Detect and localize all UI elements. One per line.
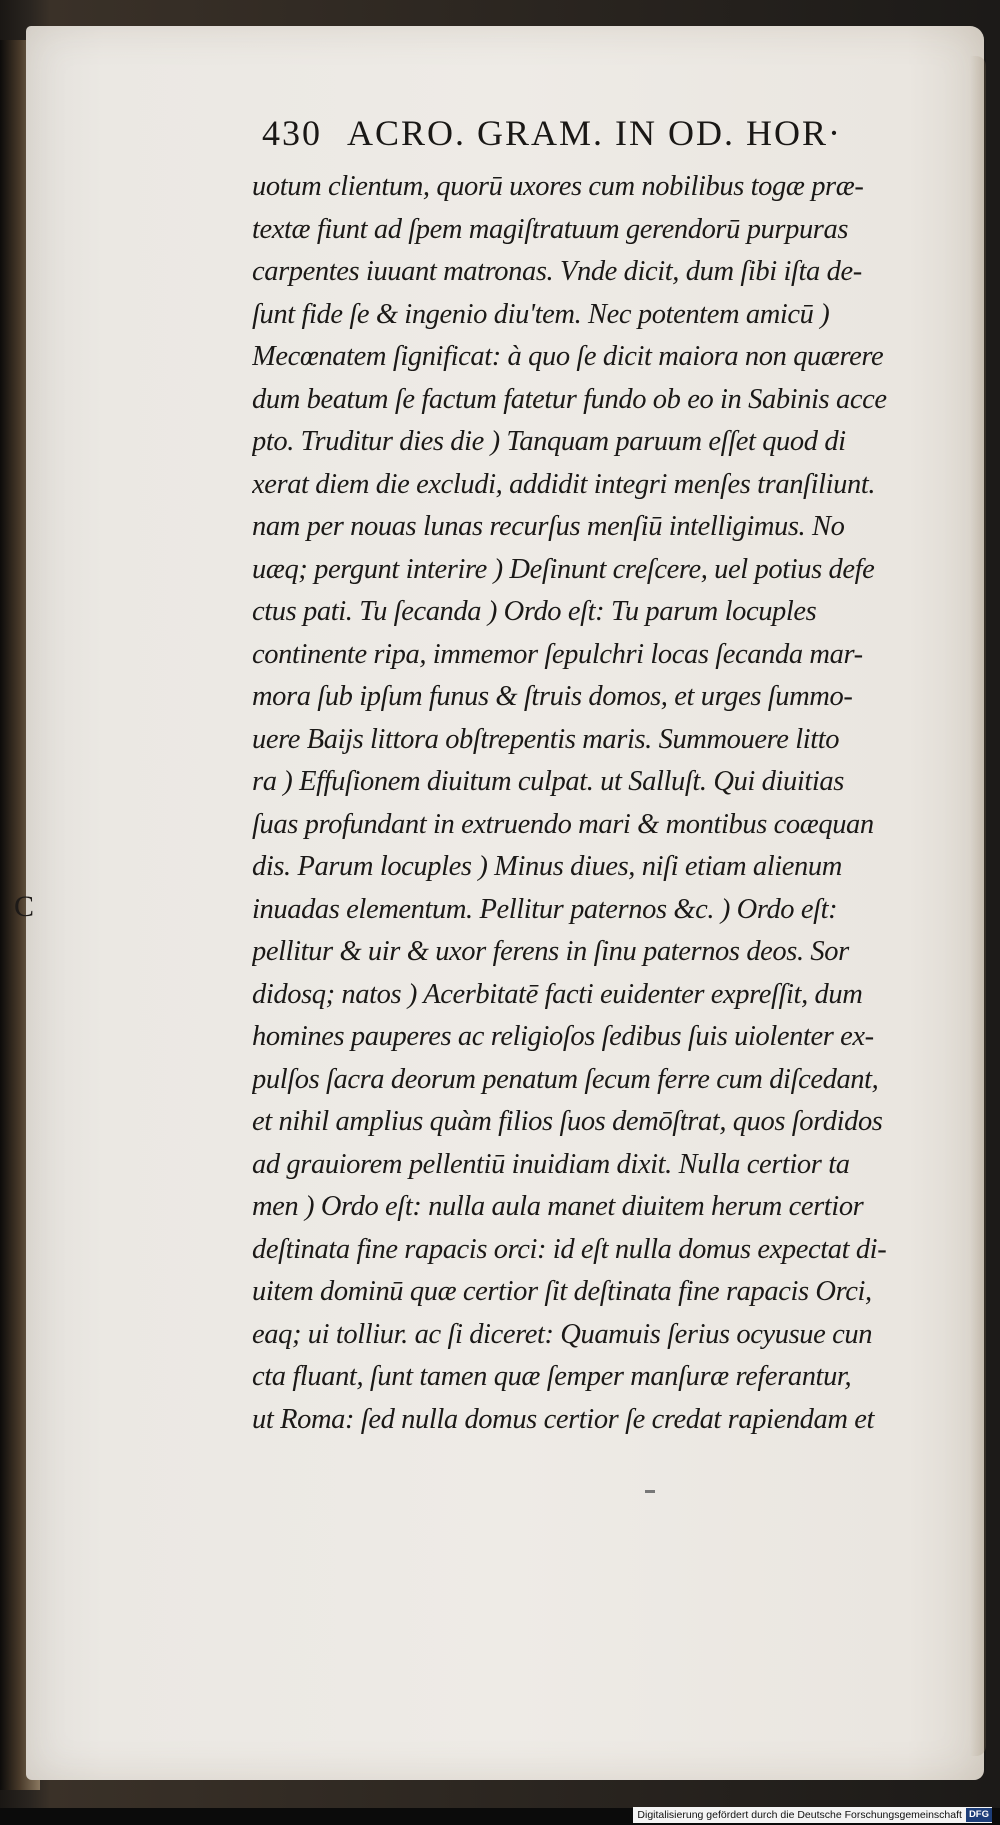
text-line: cta fluant, ſunt tamen quæ ſemper manſuræ referantur, [252, 1361, 852, 1392]
text-line: mora ſub ipſum funus & ſtruis domos, et urges ſummo- [252, 681, 853, 712]
text-line: ſunt fide ſe & ingenio diu'tem. Nec potentem amicū ) [252, 298, 830, 330]
text-line: uæq; pergunt interire ) Deſinunt creſcere, uel potius defe [252, 553, 875, 585]
text-line: et nihil amplius quàm filios ſuos demōſtrat, quos ſordidos [252, 1106, 883, 1137]
text-line: inuadas elementum. Pellitur paternos &c. ) Ordo eſt: [252, 893, 838, 925]
body-text [252, 166, 952, 1441]
stray-mark [645, 1490, 655, 1493]
dfg-logo: DFG [966, 1808, 992, 1822]
text-line: didosq; natos ) Acerbitatē facti euidenter expreſſit, dum [252, 978, 863, 1010]
text-line: uitem dominū quæ certior ſit deſtinata fine rapacis Orci, [252, 1276, 872, 1307]
digitization-credit [633, 1807, 992, 1823]
text-line: men ) Ordo eſt: nulla aula manet diuitem herum certior [252, 1191, 864, 1222]
text-line: ſuas profundant in extruendo mari & montibus coæquan [252, 808, 874, 840]
text-line: homines pauperes ac religioſos ſedibus ſuis uiolenter ex- [252, 1021, 874, 1052]
text-line: eaq; ui tolliur. ac ſi diceret: Quamuis ſerius ocyusue cun [252, 1318, 873, 1350]
credit-text: Digitalisierung gefördert durch die Deutsche Forschungsgemeinschaft [637, 1809, 962, 1821]
running-head-title: ACRO. GRAM. IN OD. HOR· [347, 113, 843, 153]
text-line: uotum clientum, quorū uxores cum nobilibus togæ præ- [252, 171, 864, 202]
text-line: xerat diem die excludi, addidit integri menſes tranſiliunt. [252, 468, 876, 500]
running-head [262, 112, 962, 162]
page-number: 430 [262, 113, 322, 153]
text-line: carpentes iuuant matronas. Vnde dicit, dum ſibi iſta de- [252, 256, 862, 287]
text-line: deſtinata fine rapacis orci: id eſt nulla domus expectat di- [252, 1233, 887, 1265]
text-line: Mecœnatem ſignificat: à quo ſe dicit maiora non quærere [252, 341, 884, 372]
text-line: ad grauiorem pellentiū inuidiam dixit. Nulla certior ta [252, 1148, 850, 1180]
margin-mark: C [14, 890, 35, 923]
text-line: dum beatum ſe factum fatetur fundo ob eo in Sabinis acce [252, 383, 887, 415]
text-line: textæ fiunt ad ſpem magiſtratuum gerendorū purpuras [252, 213, 849, 245]
text-line: dis. Parum locuples ) Minus diues, niſi etiam alienum [252, 851, 842, 882]
text-line: continente ripa, immemor ſepulchri locas ſecanda mar- [252, 638, 863, 670]
page-edge [970, 56, 986, 1756]
text-line: uere Baijs littora obſtrepentis maris. Summouere litto [252, 723, 840, 755]
text-line: pulſos ſacra deorum penatum ſecum ferre cum diſcedant, [252, 1063, 879, 1095]
text-line: pellitur & uir & uxor ferens in ſinu paternos deos. Sor [252, 936, 849, 967]
text-line: pto. Truditur dies die ) Tanquam paruum eſſet quod di [252, 426, 846, 457]
text-line: ra ) Effuſionem diuitum culpat. ut Salluſt. Qui diuitias [252, 766, 844, 797]
text-line: ut Roma: ſed nulla domus certior ſe credat rapiendam et [252, 1403, 875, 1435]
text-line: nam per nouas lunas recurſus menſiū intelligimus. No [252, 511, 845, 542]
text-line: ctus pati. Tu ſecanda ) Ordo eſt: Tu parum locuples [252, 596, 817, 627]
